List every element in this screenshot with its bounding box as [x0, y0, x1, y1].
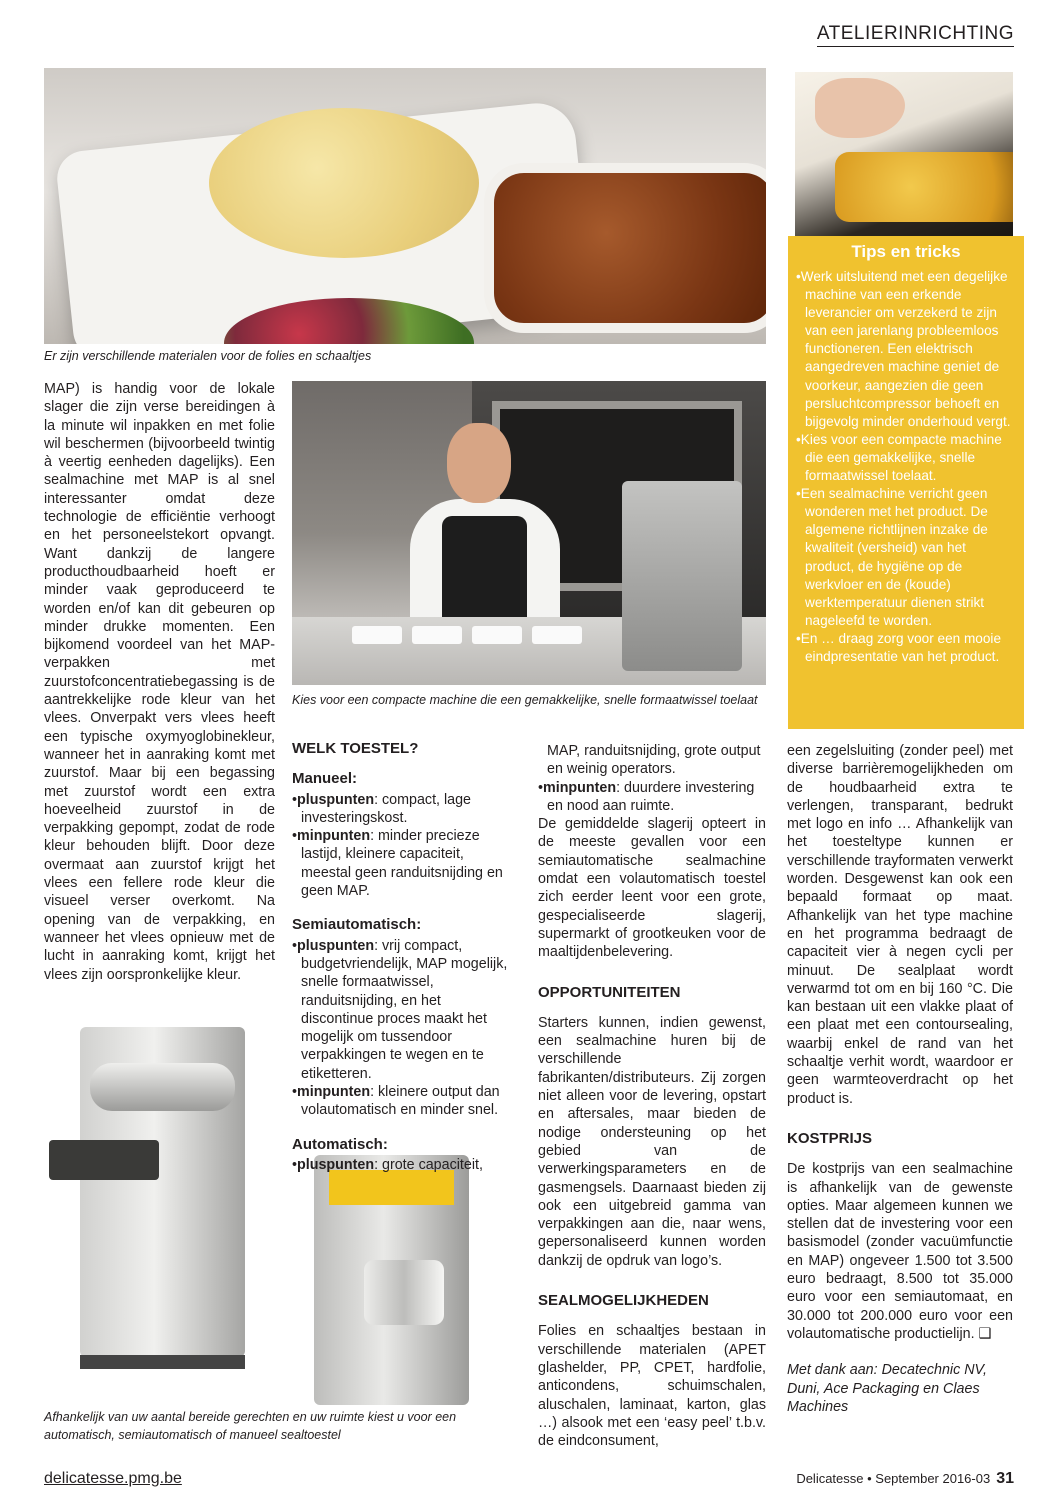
- page-number: 31: [996, 1470, 1014, 1487]
- body-paragraph: Starters kunnen, indien gewenst, een sealmachine huren bij de verschillende fabrikanten/distributeurs. Zij zorgen niet alleen voor de levering, opstart en aftersales, maar bieden de nodige ondersteuning op het gebied van de verwerkingsparameters en de gasmengsels. Daarnaast bieden zij ook een uitgebreid gamma van verpakkingen aan die, naar wens, gepersonaliseerd kunnen worden dankzij de opdruk van logo’s.: [538, 1014, 766, 1269]
- column-4: [787, 742, 1013, 1416]
- meal-tray-shape: [532, 626, 582, 644]
- sealer-tray-shape: [49, 1140, 159, 1180]
- subheading-automatisch: Automatisch:: [292, 1135, 388, 1153]
- sealer-machine-shape: [622, 481, 742, 671]
- sealed-food-shape: [835, 152, 1013, 222]
- heading-kostprijs: KOSTPRIJS: [787, 1129, 873, 1147]
- heading-sealmogelijkheden: SEALMOGELIJKHEDEN: [538, 1292, 709, 1310]
- section-header: ATELIERINRICHTING: [817, 22, 1014, 47]
- issue-label: Delicatesse • September 2016-03: [796, 1471, 991, 1486]
- sealer-base-shape: [80, 1355, 245, 1369]
- pro-bullet: •pluspunten: vrij compact, budgetvriendelijk, MAP mogelijk, snelle formaatwissel, randuitsnijding, en het discontinue proces maakt het mogelijk om tussendoor verpakkingen te wegen en te etiketteren.: [292, 937, 508, 1082]
- website-link[interactable]: delicatesse.pmg.be: [44, 1470, 182, 1487]
- issue-info: [796, 1470, 1014, 1488]
- con-bullet: •minpunten: kleinere output dan volautomatisch en minder snel.: [292, 1084, 500, 1119]
- tips-item: •En … draag zorg voor een mooie eindpresentatie van het product.: [796, 630, 1002, 664]
- column-2: [292, 740, 514, 1174]
- sealed-tray-photo: [795, 72, 1013, 236]
- meal-tray-shape: [352, 626, 402, 644]
- tray-caption: Er zijn verschillende materialen voor de folies en schaaltjes: [44, 349, 372, 363]
- body-paragraph: MAP) is handig voor de lokale slager die zijn verse bereidingen à la minute wil inpakken en met folie wil beschermen (bijvoorbeeld twintig à veertig eenheden dagelijks). Een sealmachine met MAP is al snel interessanter omdat deze technologie de efficiëntie verhoogt en het personeelstekort opvangt. Want dankzij de langere producthoudbaarheid hoeft er minder vaak geproduceerd te worden en/of kan dit gebeuren op minder drukke momenten. Een bijkomend voordeel van het MAP-verpakken met zuurstofconcentratiebegassing is de aantrekkelijke rode kleur van het vlees. Onverpakt vers vlees heeft een typische oxymyoglobinekleur, wanneer het in aanraking komt met zuurstof. Maar bij een begassing met zuurstof wordt een extra hoeveelheid zuurstof in de verpakking gepompt, zodat de rode kleur behouden blijft. Door deze overmaat aan zuurstof krijgt het vlees een fellere rode kleur die visueel verser overkomt. Na opening van de verpakking, en wanneer het vlees opnieuw met de lucht in aanraking komt, krijgt het vlees zijn oorspronkelijke kleur.: [44, 381, 275, 983]
- column-3: [538, 742, 766, 1450]
- chef-head-shape: [447, 423, 511, 503]
- film-roll-shape: [364, 1260, 444, 1325]
- chef-photo: [292, 381, 766, 685]
- tips-box: [788, 236, 1024, 729]
- tips-title: Tips en tricks: [851, 242, 961, 261]
- body-paragraph: een zegelsluiting (zonder peel) met diverse barrièremogelijkheden om de houdbaarheid extra te verlengen, transparant, bedrukt met logo en info … Afhankelijk van het toesteltype kunnen er verschillende trayformaten verwerkt worden. Desgewenst kan ook een bepaald formaat op maat. Afhankelijk van het type machine en het programma bedraagt de capaciteit vier à negen cycli per minuut. De sealplaat wordt verwarmd tot om en bij 160 °C. Die kan bestaan uit een vlakke plaat of een plaat met een contoursealing, waarbij enkel de rand van het schaaltje verhit wordt, waardoor er geen warmteoverdracht op het product is.: [787, 743, 1013, 1107]
- bullet-continuation: MAP, randuitsnijding, grote output en weinig operators.: [547, 743, 761, 778]
- column-1: [44, 380, 275, 984]
- tips-item: •Kies voor een compacte machine die een gemakkelijke, snelle formaatwissel toelaat.: [796, 431, 1002, 484]
- tips-item: •Werk uitsluitend met een degelijke machine van een erkende leverancier om verzekerd te zijn van een jarenlang probleemloos functioneren. Een elektrisch aangedreven machine geniet de voorkeur, aangezien die geen persluchtcompressor behoeft en bijgevolg minder onderhoud vergt.: [796, 269, 1011, 429]
- pro-bullet: •pluspunten: compact, lage investeringskost.: [292, 791, 472, 826]
- body-paragraph: De gemiddelde slagerij opteert in de meeste gevallen voor een semiautomatische sealmachine omdat een volautomatisch toestel zich eerder leent voor een grote, gespecialiseerde slagerij, supermarkt of grootkeuken voor de maaltijdenbelevering.: [538, 816, 766, 961]
- subheading-manueel: Manueel:: [292, 770, 358, 788]
- con-bullet: •minpunten: minder precieze lastijd, kleinere capaciteit, meestal geen randuitsnijding en geen MAP.: [292, 828, 503, 900]
- film-roll-shape: [90, 1063, 235, 1111]
- food-tray-photo: [44, 68, 766, 344]
- hand-shape: [815, 78, 905, 138]
- meal-tray-shape: [412, 626, 462, 644]
- body-paragraph: Folies en schaaltjes bestaan in verschillende materialen (APET glashelder, PP, CPET, hardfolie, anticondens, schuimschalen, aluschalen, laminaat, karton, glas …) alsook met een ‘easy peel’ t.b.v. de eindconsument,: [538, 1323, 766, 1450]
- acknowledgement: Met dank aan: Decatechnic NV, Duni, Ace Packaging en Claes Machines: [787, 1362, 987, 1415]
- control-panel-shape: [329, 1170, 454, 1205]
- body-paragraph: De kostprijs van een sealmachine is afhankelijk van de gewenste opties. Maar algemeen kunnen we stellen dat de investering voor een basismodel (zonder vacuümfunctie en MAP) ongeveer 1.500 tot 3.500 euro bedraagt, 8.500 tot 35.000 euro voor een semiautomaat, en 30.000 tot 200.000 euro voor een volautomatische productielijn. ❑: [787, 1161, 1013, 1342]
- machines-caption: Afhankelijk van uw aantal bereide gerechten en uw ruimte kiest u voor een automatisch, semiautomatisch of manueel sealtoestel: [44, 1410, 457, 1442]
- heading-welk-toestel: WELK TOESTEL?: [292, 740, 419, 757]
- chef-caption: Kies voor een compacte machine die een gemakkelijke, snelle formaatwissel toelaat: [292, 693, 758, 707]
- con-bullet: •minpunten: duurdere investering en nood aan ruimte.: [538, 779, 755, 814]
- subheading-semiautomatisch: Semiautomatisch:: [292, 916, 422, 934]
- sauce-compartment: [484, 163, 766, 333]
- tips-item: •Een sealmachine verricht geen wonderen met het product. De algemene richtlijnen inzake de kwaliteit (versheid) van het product, de hygiëne op de werkvloer en de (koude) werktemperatuur dienen strikt nageleefd te worden.: [796, 486, 988, 628]
- meal-tray-shape: [472, 626, 522, 644]
- pro-bullet: •pluspunten: grote capaciteit,: [292, 1156, 483, 1173]
- heading-opportuniteiten: OPPORTUNITEITEN: [538, 983, 681, 1001]
- pasta-compartment: [209, 108, 479, 258]
